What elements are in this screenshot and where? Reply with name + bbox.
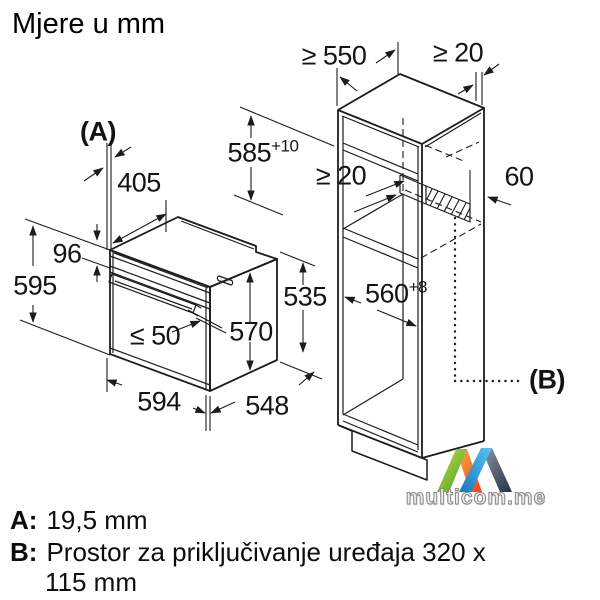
- dim-shelf-vent-gap: ≥ 20: [315, 160, 367, 191]
- connection-area-dotted: [455, 218, 524, 381]
- dim-niche-width: $560^{+8}$: [365, 277, 427, 309]
- page-title: Mjere u mm: [12, 8, 166, 40]
- dim-handle-depth: ≤ 50: [129, 320, 181, 351]
- oven-details: [109, 221, 254, 390]
- dim-cabinet-min-depth: ≥ 550: [301, 40, 367, 71]
- dim-door-height: 570: [229, 316, 273, 347]
- dim-oven-height: 595: [13, 270, 57, 301]
- ref-label-b: (B): [529, 364, 565, 395]
- legend-line-a: [10, 505, 148, 536]
- vent-cutout-hatched: [426, 186, 470, 222]
- dim-oven-top-depth: 405: [117, 167, 161, 198]
- watermark-text: multicom.me: [405, 486, 547, 509]
- legend-b-value: Prostor za priključivanje uređaja 320 x: [46, 537, 486, 567]
- legend-line-b: [10, 537, 486, 568]
- legend-line-b2: 115 mm: [45, 567, 137, 597]
- dim-oven-width: 594: [137, 386, 181, 417]
- legend-a-value: 19,5 mm: [46, 505, 148, 535]
- legend-a-key: A:: [10, 505, 38, 535]
- dim-panel-height: 96: [52, 238, 82, 269]
- dim-oven-depth: 548: [245, 390, 289, 421]
- dim-body-height: 535: [283, 281, 327, 312]
- legend-b-key: B:: [10, 537, 38, 567]
- ref-label-a: (A): [80, 116, 116, 147]
- dim-rear-wall-gap: ≥ 20: [432, 37, 484, 68]
- dim-niche-height: $585^{+10}$: [227, 136, 299, 168]
- dim-rear-vent: 60: [504, 161, 534, 192]
